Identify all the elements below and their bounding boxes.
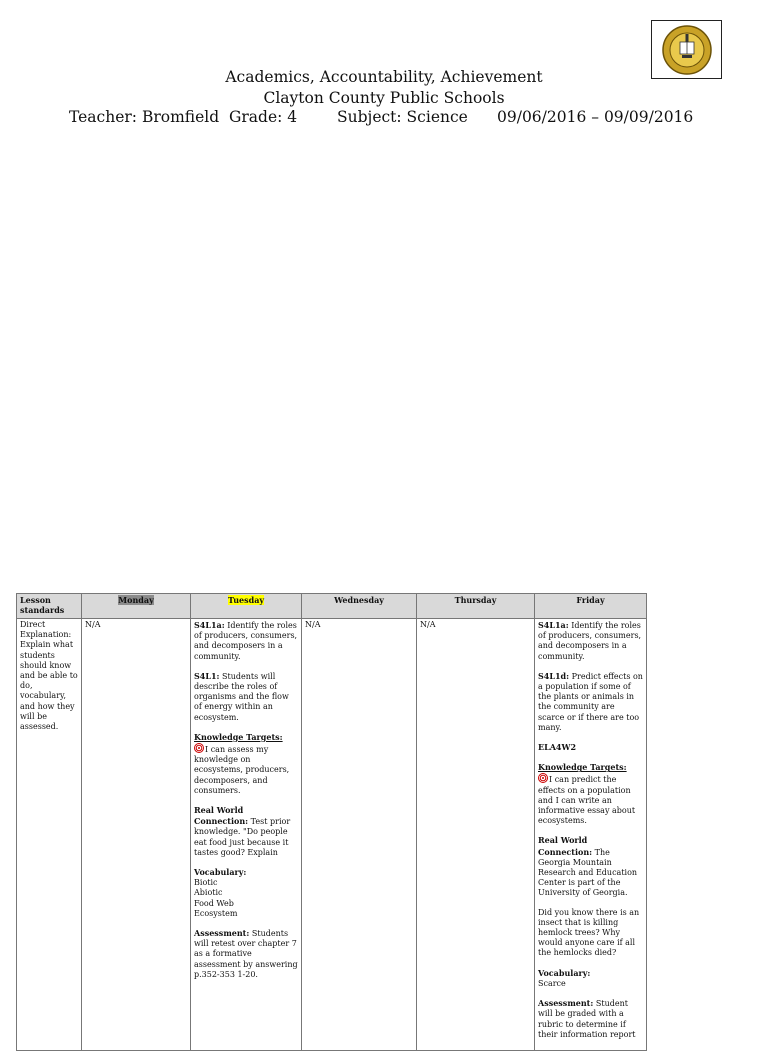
thursday-cell: N/A (417, 619, 535, 1051)
header-motto: Academics, Accountability, Achievement (225, 68, 543, 86)
wednesday-cell: N/A (302, 619, 417, 1051)
row-label-direct-explanation: Direct Explanation: Explain what students should know and be able to do, vocabulary, and how they will be assessed. (17, 619, 82, 1051)
header-wednesday: Wednesday (302, 594, 417, 619)
target-icon (538, 773, 548, 783)
monday-cell: N/A (82, 619, 191, 1051)
header-dates: 09/06/2016 – 09/09/2016 (497, 108, 694, 126)
lesson-plan-table (16, 593, 647, 1051)
header-monday: Monday (82, 594, 191, 619)
header-thursday: Thursday (417, 594, 535, 619)
header-subject: Subject: Science (337, 108, 468, 126)
header-grade: Grade: 4 (229, 108, 298, 126)
header-district: Clayton County Public Schools (263, 89, 505, 107)
table-row (17, 619, 647, 1051)
header-teacher: Teacher: Bromfield (69, 108, 220, 126)
header-lesson-standards: Lesson standards (17, 594, 82, 619)
header-friday: Friday (535, 594, 647, 619)
header-tuesday: Tuesday (191, 594, 302, 619)
table-header-row (17, 594, 647, 619)
friday-cell: S4L1a: Identify the roles of producers, consumers, and decomposers in a community. S4L1d: Predict effects on a population if some of the plants or animals in the community are scarce or if there are too many. ELA4W2 Knowledge Targets: I can predict the effects on a population and I can write an informative essay about ecosystems. Real World Connection: The Georgia Mountain Research and Education Center is part of the University of Georgia. Did you know there is an insect that is killing hemlock trees? Why would anyone care if all the hemlocks died? Vocabulary: Scarce Assessment: Student will be graded with a rubric to determine if their information report (535, 619, 647, 1051)
tuesday-cell: S4L1a: Identify the roles of producers, consumers, and decomposers in a community. S4L1: Students will describe the roles of organisms and the flow of energy within an ecosystem. Knowledge Targets: I can assess my knowledge on ecosystems, producers, decomposers, and consumers. Real World Connection: Test prior knowledge. "Do people eat food just because it tastes good? Explain Vocabulary: Biotic Abiotic Food Web Ecosystem Assessment: Students will retest over chapter 7 as a formative assessment by answering p.352-353 1-20. (191, 619, 302, 1051)
target-icon (194, 743, 204, 753)
